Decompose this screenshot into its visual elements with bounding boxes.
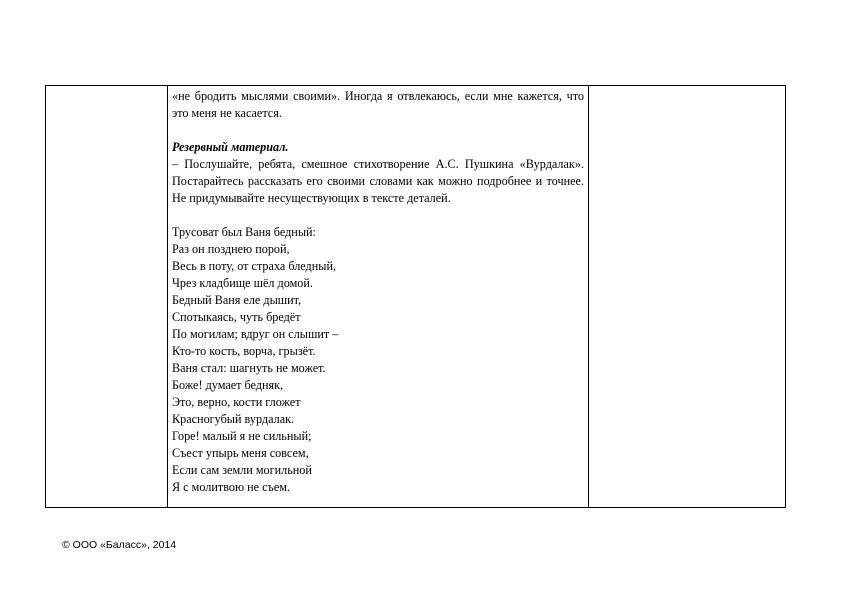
poem-line: Съест упырь меня совсем, — [172, 446, 309, 460]
spacer — [172, 122, 584, 139]
poem-line: Я с молитвою не съем. — [172, 480, 290, 494]
reserve-material-heading: Резервный материал. — [172, 140, 289, 154]
poem-line: Боже! думает бедняк, — [172, 378, 284, 392]
poem-line: Спотыкаясь, чуть бредёт — [172, 310, 301, 324]
spacer — [172, 207, 584, 224]
table-cell-left — [46, 86, 168, 507]
lesson-table — [45, 85, 786, 508]
table-cell-right — [589, 86, 785, 507]
intro-paragraph: «не бродить мыслями своими». Иногда я отвлекаюсь, если мне кажется, что это меня не касается. — [172, 89, 584, 120]
reserve-material-paragraph: – Послушайте, ребята, смешное стихотворение А.С. Пушкина «Вурдалак». Постарайтесь рассказать его своими словами как можно подробнее и точнее. Не придумывайте несуществующих в тексте деталей. — [172, 157, 584, 205]
poem-line: Горе! малый я не сильный; — [172, 429, 312, 443]
copyright-footer: © ООО «Баласс», 2014 — [62, 539, 177, 551]
poem-line: Кто-то кость, ворча, грызёт. — [172, 344, 316, 358]
poem-line: Трусоват был Ваня бедный: — [172, 225, 316, 239]
poem-line: По могилам; вдруг он слышит – — [172, 327, 339, 341]
poem-line: Чрез кладбище шёл домой. — [172, 276, 313, 290]
poem-line: Красногубый вурдалак. — [172, 412, 295, 426]
poem-line: Если сам земли могильной — [172, 463, 312, 477]
poem-line: Весь в поту, от страха бледный, — [172, 259, 337, 273]
table-cell-content — [168, 86, 589, 507]
poem-line: Ваня стал: шагнуть не может. — [172, 361, 326, 375]
poem-line: Это, верно, кости гложет — [172, 395, 301, 409]
poem-line: Бедный Ваня еле дышит, — [172, 293, 302, 307]
poem-line: Раз он позднею порой, — [172, 242, 290, 256]
poem — [172, 224, 584, 496]
